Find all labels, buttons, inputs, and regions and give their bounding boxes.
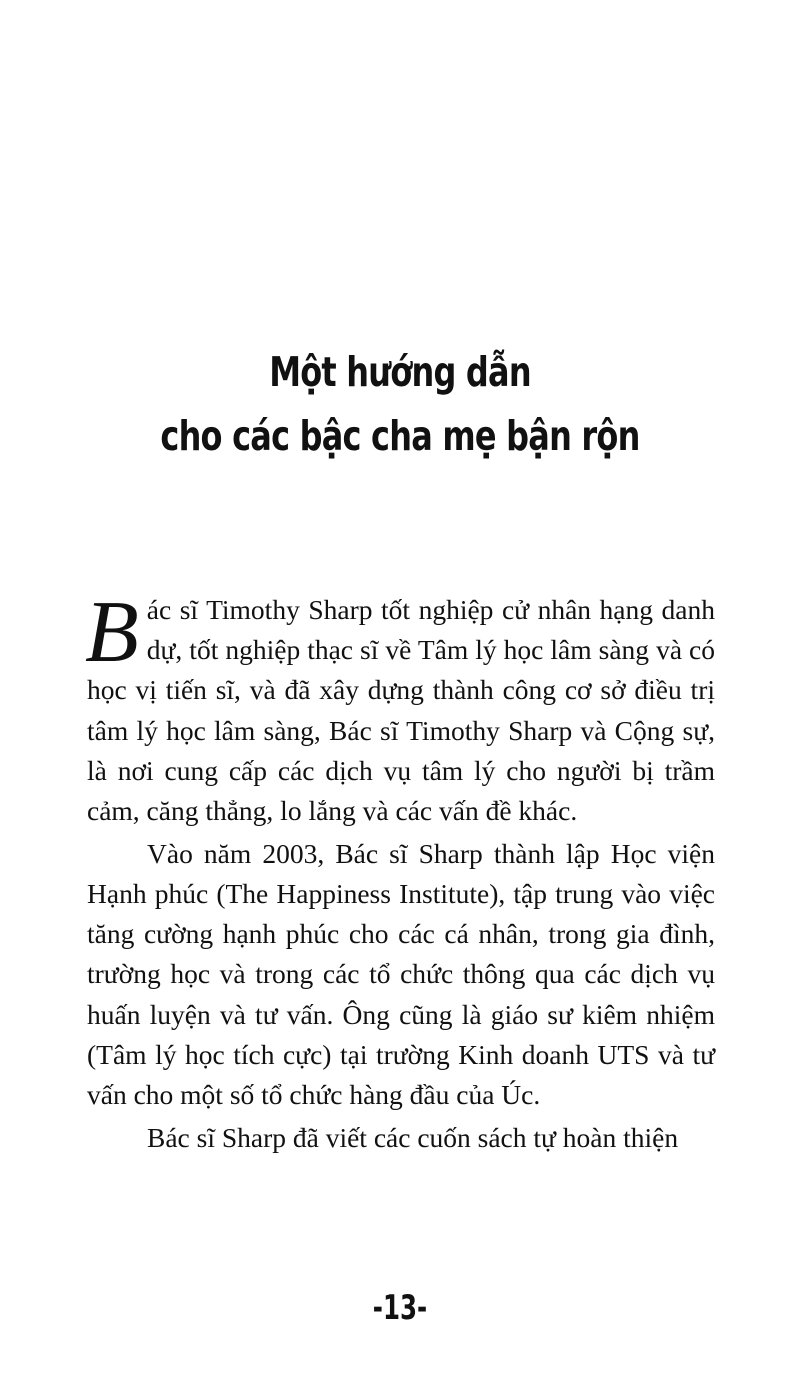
paragraph-3: Bác sĩ Sharp đã viết các cuốn sách tự hoàn thiện [147,1121,679,1153]
paragraph-2: Vào năm 2003, Bác sĩ Sharp thành lập Học viện Hạnh phúc (The Happiness Institute), tập trung vào việc tăng cường hạnh phúc cho các cá nhân, trong gia đình, trường học và trong các tổ chức thông qua các dịch vụ huấn luyện và tư vấn. Ông cũng là giáo sư kiêm nhiệm (Tâm lý học tích cực) tại trường Kinh doanh UTS và tư vấn cho một số tổ chức hàng đầu của Úc. [87,837,715,1111]
paragraph-1-text: ác sĩ Timothy Sharp tốt nghiệp cử nhân hạng danh dự, tốt nghiệp thạc sĩ về Tâm lý học lâm sàng và có học vị tiến sĩ, và đã xây dựng thành công cơ sở điều trị tâm lý học lâm sàng, Bác sĩ Timothy Sharp và Cộng sự, là nơi cung cấp các dịch vụ tâm lý cho người bị trầm cảm, căng thẳng, lo lắng và các vấn đề khác. [87,594,715,827]
body-text [85,584,715,1161]
chapter-title-line-2: cho các bậc cha mẹ bận rộn [160,412,640,460]
page-number: -13- [372,1288,428,1328]
chapter-title-line-1: Một hướng dẫn [269,348,531,396]
paragraph-1 [85,584,715,831]
chapter-title [0,340,800,468]
drop-cap: B [85,584,139,681]
